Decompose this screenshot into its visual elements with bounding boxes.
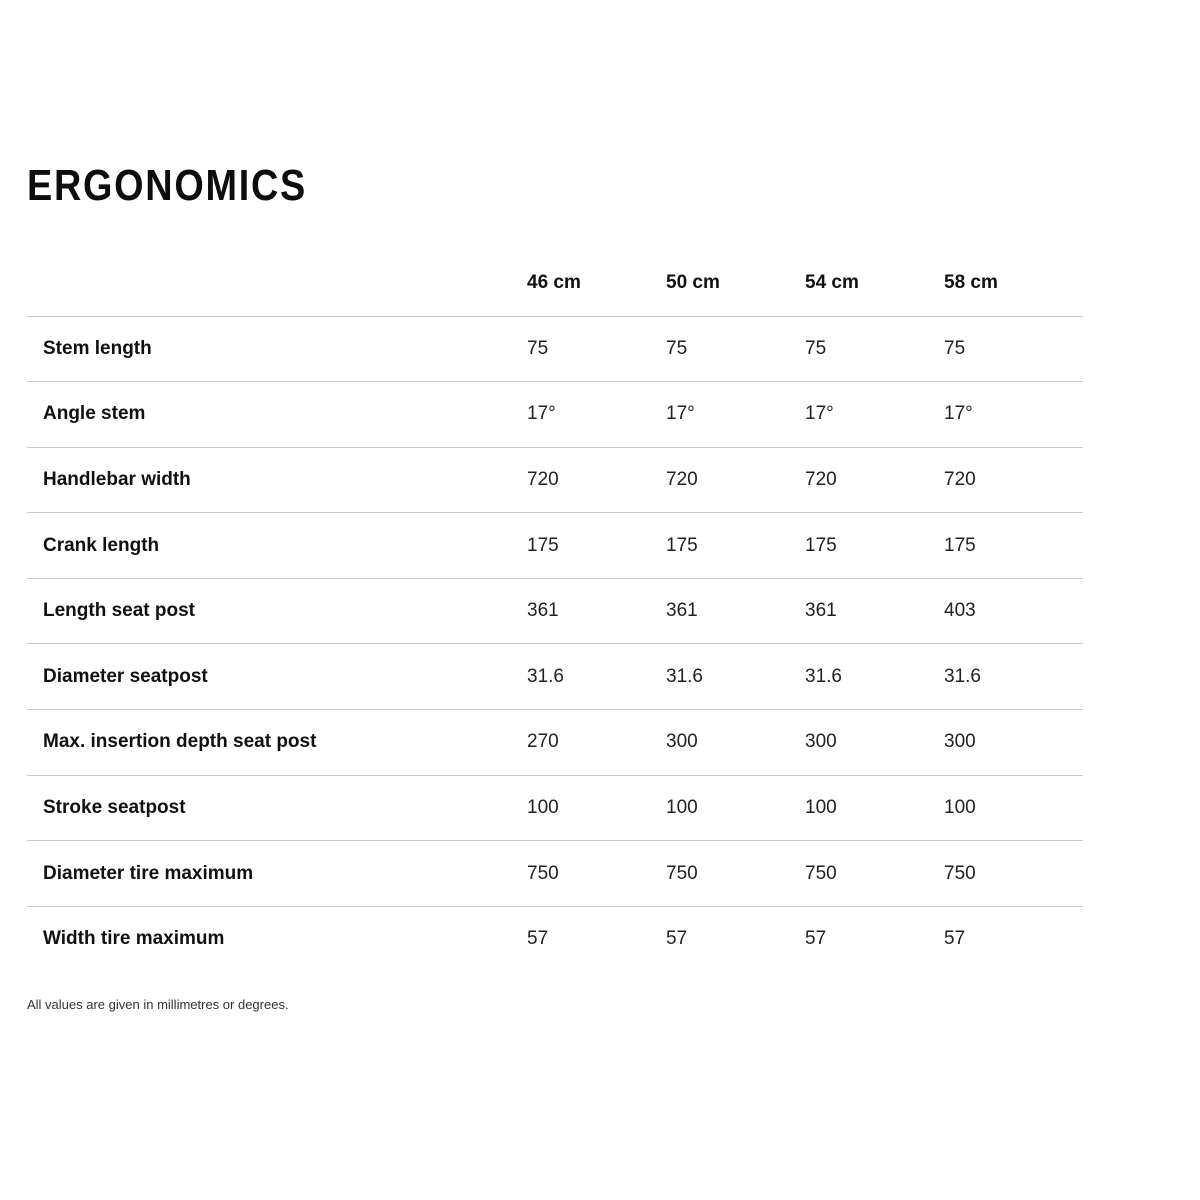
table-row — [27, 710, 1083, 776]
column-header: 58 cm — [944, 250, 1083, 316]
table-header-row — [27, 250, 1083, 316]
table-cell: 750 — [666, 862, 698, 884]
row-label: Crank length — [43, 534, 160, 556]
table-cell: 57 — [527, 928, 549, 950]
table-cell: 175 — [666, 534, 698, 556]
column-header: 50 cm — [666, 250, 805, 316]
table-cell: 17° — [527, 403, 556, 425]
header-empty-cell — [27, 250, 527, 316]
row-label: Width tire maximum — [43, 928, 225, 950]
footnote: All values are given in millimetres or degrees. — [27, 997, 289, 1012]
column-header: 54 cm — [805, 250, 944, 316]
table-cell: 300 — [805, 731, 837, 753]
table-cell: 750 — [805, 862, 837, 884]
table-cell: 720 — [944, 468, 976, 490]
row-label: Handlebar width — [43, 468, 191, 490]
table-cell: 720 — [527, 468, 559, 490]
table-row — [27, 841, 1083, 907]
table-cell: 75 — [666, 337, 688, 359]
table-cell: 175 — [527, 534, 559, 556]
table-cell: 300 — [944, 731, 976, 753]
table-cell: 17° — [666, 403, 695, 425]
table-cell: 17° — [805, 403, 834, 425]
table-cell: 31.6 — [527, 665, 564, 687]
table-row — [27, 578, 1083, 644]
table-cell: 100 — [527, 796, 559, 818]
table-cell: 100 — [805, 796, 837, 818]
table-cell: 361 — [666, 600, 698, 622]
table-row — [27, 906, 1083, 972]
table-cell: 75 — [805, 337, 827, 359]
table-cell: 750 — [944, 862, 976, 884]
ergonomics-table — [27, 250, 1083, 972]
table-row — [27, 513, 1083, 579]
column-header: 46 cm — [527, 250, 666, 316]
table-cell: 300 — [666, 731, 698, 753]
table-row — [27, 316, 1083, 382]
table-cell: 17° — [944, 403, 973, 425]
table-cell: 57 — [944, 928, 966, 950]
table-cell: 75 — [527, 337, 549, 359]
table-cell: 361 — [805, 600, 837, 622]
table-cell: 31.6 — [805, 665, 842, 687]
table-cell: 31.6 — [666, 665, 703, 687]
table-cell: 75 — [944, 337, 966, 359]
table-cell: 403 — [944, 600, 976, 622]
table-cell: 100 — [944, 796, 976, 818]
table-cell: 57 — [666, 928, 688, 950]
table-row — [27, 382, 1083, 448]
table-row — [27, 775, 1083, 841]
row-label: Length seat post — [43, 600, 196, 622]
table-row — [27, 447, 1083, 513]
table-row — [27, 644, 1083, 710]
row-label: Diameter seatpost — [43, 665, 208, 687]
table-cell: 175 — [805, 534, 837, 556]
table-cell: 175 — [944, 534, 976, 556]
table-cell: 750 — [527, 862, 559, 884]
table-cell: 100 — [666, 796, 698, 818]
table-cell: 270 — [527, 731, 559, 753]
row-label: Diameter tire maximum — [43, 862, 254, 884]
table-cell: 361 — [527, 600, 559, 622]
table-cell: 31.6 — [944, 665, 981, 687]
row-label: Angle stem — [43, 403, 146, 425]
table-cell: 720 — [666, 468, 698, 490]
row-label: Stem length — [43, 337, 152, 359]
row-label: Max. insertion depth seat post — [43, 731, 317, 753]
page-title: ERGONOMICS — [27, 161, 307, 210]
table-cell: 720 — [805, 468, 837, 490]
row-label: Stroke seatpost — [43, 796, 186, 818]
table-cell: 57 — [805, 928, 827, 950]
